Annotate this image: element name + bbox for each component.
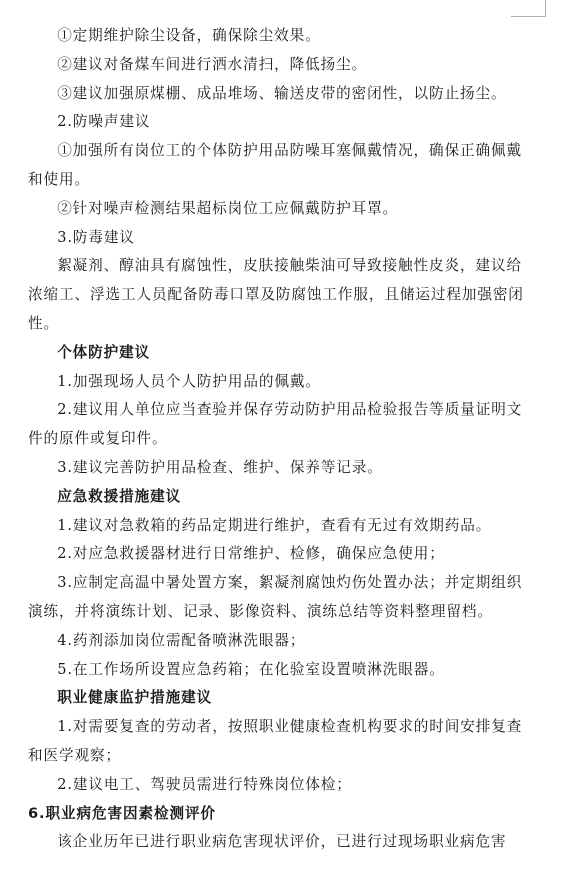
paragraph-health-2: 2.建议电工、驾驶员需进行特殊岗位体检； (57, 775, 352, 793)
heading-emergency-rescue: 应急救援措施建议 (57, 487, 182, 505)
document-body (28, 22, 530, 857)
paragraph-emergency-3: 3.应制定高温中暑处置方案，絮凝剂腐蚀灼伤处置办法；并定期组织演练，并将演练计划、记录、影像资料、演练总结等资料整理留档。 (28, 574, 523, 620)
paragraph-emergency-2: 2.对应急救援器材进行日常维护、检修，确保应急使用； (57, 545, 445, 563)
paragraph-dust-1: ①定期维护除尘设备，确保除尘效果。 (57, 27, 321, 44)
paragraph-noise-1: ①加强所有岗位工的个体防护用品防噪耳塞佩戴情况，确保正确佩戴和使用。 (28, 142, 523, 188)
paragraph-ppe-1: 1.加强现场人员个人防护用品的佩戴。 (57, 372, 321, 390)
heading-section-6: 6.职业病危害因素检测评价 (28, 804, 216, 822)
paragraph-toxic-body: 絮凝剂、醇油具有腐蚀性，皮肤接触柴油可导致接触性皮炎，建议给浓缩工、浮选工人员配备防毒口罩及防腐蚀工作服，且储运过程加强密闭性。 (28, 257, 524, 332)
paragraph-ppe-3: 3.建议完善防护用品检查、维护、保养等记录。 (57, 458, 383, 476)
paragraph-dust-3: ③建议加强原煤棚、成品堆场、输送皮带的密闭性，以防止扬尘。 (57, 84, 507, 102)
paragraph-noise-2: ②针对噪声检测结果超标岗位工应佩戴防护耳罩。 (57, 199, 399, 217)
paragraph-noise-title: 2.防噪声建议 (57, 113, 151, 131)
paragraph-ppe-2: 2.建议用人单位应当查验并保存劳动防护用品检验报告等质量证明文件的原件或复印件。 (28, 401, 523, 448)
paragraph-section-6-body: 该企业历年已进行职业病危害现状评价，已进行过现场职业病危害 (57, 833, 507, 851)
paragraph-emergency-1: 1.建议对急救箱的药品定期进行维护，查看有无过有效期药品。 (57, 516, 492, 534)
paragraph-emergency-5: 5.在工作场所设置应急药箱；在化验室设置喷淋洗眼器。 (57, 660, 445, 678)
paragraph-dust-2: ②建议对备煤车间进行洒水清扫，降低扬尘。 (57, 55, 368, 73)
paragraph-toxic-title: 3.防毒建议 (57, 228, 135, 246)
heading-personal-protection: 个体防护建议 (57, 343, 151, 361)
heading-health-surveillance: 职业健康监护措施建议 (57, 689, 213, 707)
page-corner-mark (511, 0, 546, 17)
paragraph-emergency-4: 4.药剂添加岗位需配备喷淋洗眼器； (57, 631, 306, 649)
paragraph-health-1: 1.对需要复查的劳动者，按照职业健康检查机构要求的时间安排复查和医学观察； (28, 718, 523, 764)
